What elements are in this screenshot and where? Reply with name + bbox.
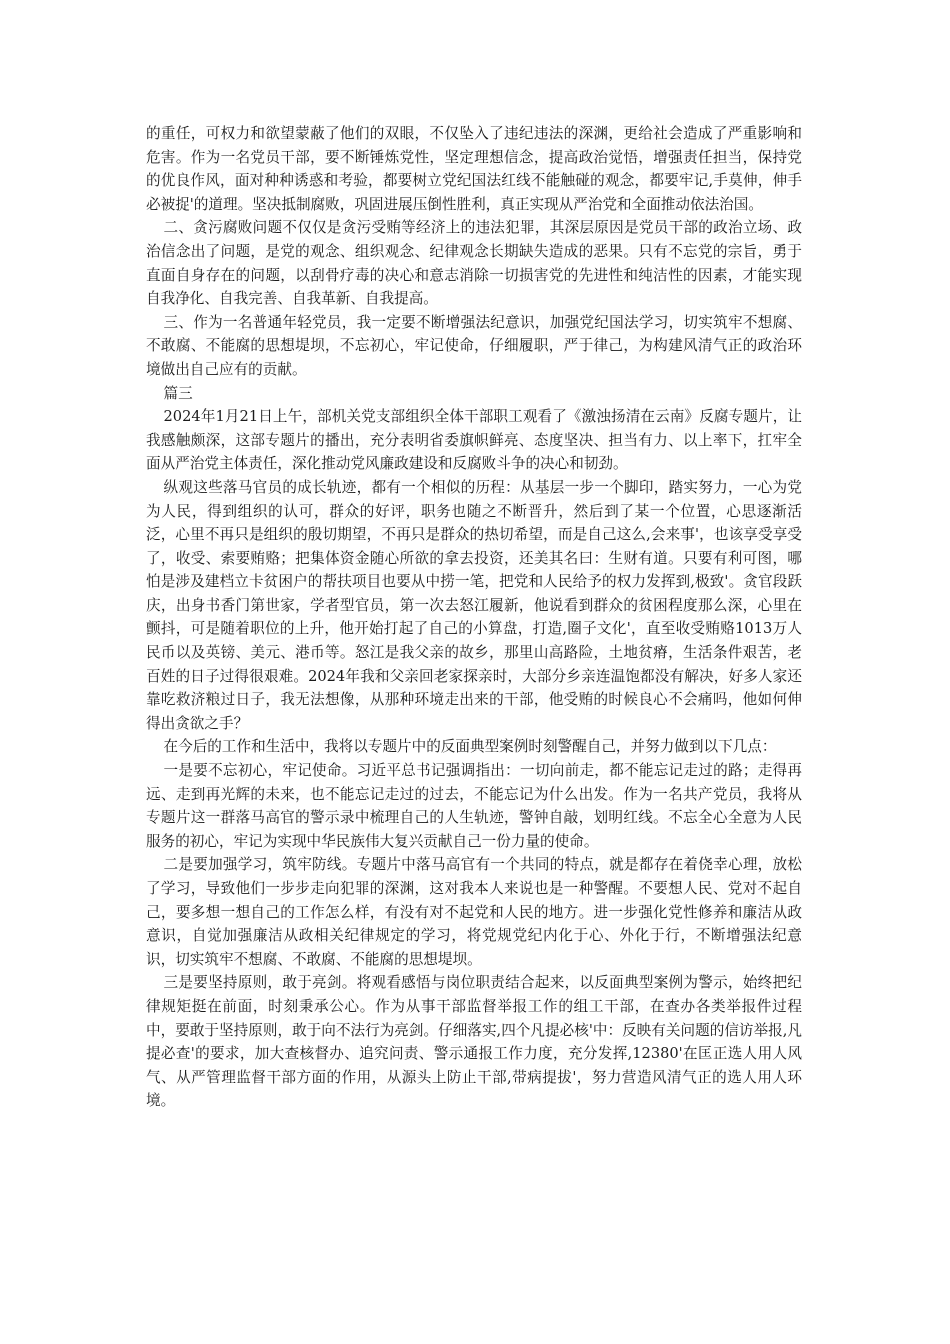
paragraph-officials-trajectory: 纵观这些落马官员的成长轨迹，都有一个相似的历程：从基层一步一个脚印，踏实努力，一心为党为人民，得到组织的认可，群众的好评，职务也随之不断晋升，然后到了某一个位置，心思逐渐活泛，心里不再只是组织的殷切期望，不再只是群众的热切希望，而是自己这么,会来事'，也该享受享受了，收受、索要贿赂；把集体资金随心所欲的拿去投资，还美其名曰：生财有道。只要有利可图，哪怕是涉及建档立卡贫困户的帮扶项目也要从中捞一笔，把党和人民给予的权力发挥到,极致'。贪官段跃庆，出身书香门第世家，学者型官员，第一次去怒江履新，他说看到群众的贫困程度那么深，心里在颤抖，可是随着职位的上升，他开始打起了自己的小算盘，打造,圈子文化'，直至收受贿赂1013万人民币以及英镑、美元、港币等。怒江是我父亲的故乡，那里山高路险，土地贫瘠，生活条件艰苦，老百姓的日子过得很艰难。2024年我和父亲回老家探亲时，大部分乡亲连温饱都没有解决，好多人家还靠吃救济粮过日子，我无法想像，从那种环境走出来的干部，他受贿的时候良心不会痛吗，他如何伸得出贪欲之手？ <box>146 478 802 732</box>
paragraph-point-three: 三、作为一名普通年轻党员，我一定要不断增强法纪意识，加强党纪国法学习，切实筑牢不想腐、不敢腐、不能腐的思想堤坝，不忘初心，牢记使命，仔细履职，严于律己，为构建风清气正的政治环境做出自己应有的贡献。 <box>146 313 802 378</box>
paragraph-intro: 2024年1月21日上午，部机关党支部组织全体干部职工观看了《激浊扬清在云南》反腐专题片，让我感触颇深，这部专题片的播出，充分表明省委旗帜鲜亮、态度坚决、担当有力、以上率下，扛牢全面从严治党主体责任，深化推动党风廉政建设和反腐败斗争的决心和韧劲。 <box>146 408 802 473</box>
paragraph-first-point: 一是要不忘初心，牢记使命。习近平总书记强调指出：一切向前走，都不能忘记走过的路；走得再远、走到再光辉的未来，也不能忘记走过的过去，不能忘记为什么出发。作为一名共产党员，我将从专题片这一群落马高官的警示录中梳理自己的人生轨迹，警钟自敲，划明红线。不忘全心全意为人民服务的初心，牢记为实现中华民族伟大复兴贡献自己一份力量的使命。 <box>146 762 802 850</box>
paragraph-resolution: 在今后的工作和生活中，我将以专题片中的反面典型案例时刻警醒自己，并努力做到以下几点： <box>163 738 777 756</box>
paragraph-continuation: 的重任，可权力和欲望蒙蔽了他们的双眼，不仅坠入了违纪违法的深渊，更给社会造成了严重影响和危害。作为一名党员干部，要不断锤炼党性，坚定理想信念，提高政治觉悟，增强责任担当，保持党的优良作风，面对种种诱惑和考验，都要树立党纪国法红线不能触碰的观念，都要牢记,手莫伸，伸手必被捉'的道理。坚决抵制腐败，巩固进展压倒性胜利，真正实现从严治党和全面推动依法治国。 <box>146 125 802 213</box>
document-body <box>146 122 802 1113</box>
paragraph-second-point: 二是要加强学习，筑牢防线。专题片中落马高官有一个共同的特点，就是都存在着侥幸心理，放松了学习，导致他们一步步走向犯罪的深渊，这对我本人来说也是一种警醒。不要想人民、党对不起自己，要多想一想自己的工作怎么样，有没有对不起党和人民的地方。进一步强化党性修养和廉洁从政意识，自觉加强廉洁从政相关纪律规定的学习，将党规党纪内化于心、外化于行，不断增强法纪意识，切实筑牢不想腐、不敢腐、不能腐的思想堤坝。 <box>146 856 802 968</box>
paragraph-point-two: 二、贪污腐败问题不仅仅是贪污受贿等经济上的违法犯罪，其深层原因是党员干部的政治立场、政治信念出了问题，是党的观念、组织观念、纪律观念长期缺失造成的恶果。只有不忘党的宗旨，勇于直面自身存在的问题，以刮骨疗毒的决心和意志消除一切损害党的先进性和纯洁性的因素，才能实现自我净化、自我完善、自我革新、自我提高。 <box>146 219 802 308</box>
section-heading-pian-san: 篇三 <box>163 384 193 402</box>
paragraph-third-point: 三是要坚持原则，敢于亮剑。将观看感悟与岗位职责结合起来，以反面典型案例为警示，始终把纪律规矩挺在前面，时刻秉承公心。作为从事干部监督举报工作的组工干部，在查办各类举报件过程中，要敢于坚持原则，敢于向不法行为亮剑。仔细落实,四个凡提必核'中：反映有关问题的信访举报,凡提必查'的要求，加大查核督办、追究问责、警示通报工作力度，充分发挥,12380'在匡正选人用人风气、从严管理监督干部方面的作用，从源头上防止干部,带病提拔'，努力营造风清气正的选人用人环境。 <box>146 974 802 1110</box>
